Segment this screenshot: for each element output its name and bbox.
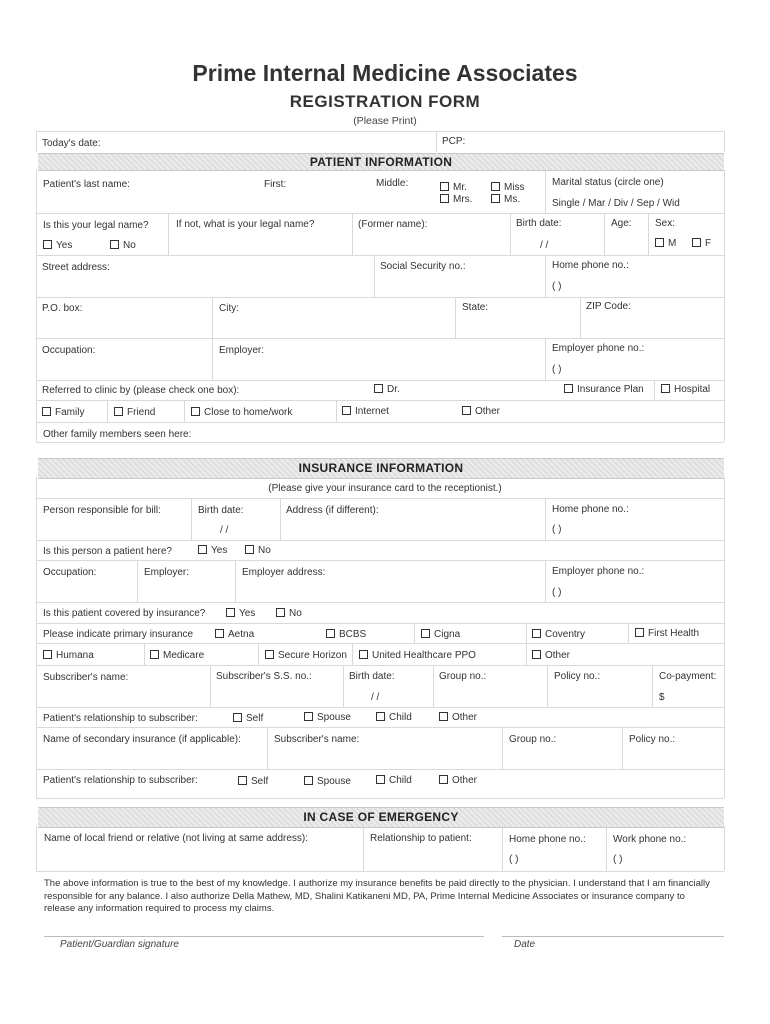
primary-insurance-label: Please indicate primary insurance	[43, 629, 194, 640]
pcp-label: PCP:	[442, 136, 466, 147]
employer-phone-label: Employer phone no.:	[552, 343, 645, 354]
please-print-note: (Please Print)	[353, 115, 417, 127]
checkbox[interactable]	[440, 194, 449, 203]
former-name-label: (Former name):	[358, 219, 428, 230]
referral-hospital-option[interactable]: Hospital	[661, 384, 710, 395]
responsible-address-label: Address (if different):	[286, 505, 379, 516]
insurance-cigna-option[interactable]: Cigna	[421, 629, 460, 640]
responsible-employer-phone-label: Employer phone no.:	[552, 566, 645, 577]
checkbox[interactable]	[215, 629, 224, 638]
checkbox[interactable]	[114, 407, 123, 416]
secondary-relationship-spouse-option[interactable]: Spouse	[304, 776, 351, 787]
emergency-home-phone-label: Home phone no.:	[509, 834, 586, 845]
title-ms-option[interactable]: Ms.	[491, 194, 520, 205]
insurance-card-note: (Please give your insurance card to the receptionist.)	[268, 483, 502, 494]
checkbox[interactable]	[359, 650, 368, 659]
date-label: Date	[514, 939, 536, 950]
legal-name-label: If not, what is your legal name?	[176, 219, 315, 230]
insurance-bcbs-option[interactable]: BCBS	[326, 629, 366, 640]
ssn-label: Social Security no.:	[380, 261, 466, 272]
sex-label: Sex:	[655, 218, 676, 229]
employer-phone-parens[interactable]: ( )	[552, 364, 562, 375]
is-patient-question: Is this person a patient here?	[43, 546, 172, 557]
checkbox[interactable]	[655, 238, 664, 247]
insurance-first-health-option[interactable]: First Health	[635, 628, 699, 639]
zip-code-label: ZIP Code:	[586, 301, 631, 312]
checkbox[interactable]	[564, 384, 573, 393]
checkbox[interactable]	[635, 628, 644, 637]
insurance-aetna-option[interactable]: Aetna	[215, 629, 254, 640]
responsible-employer-phone-parens[interactable]: ( )	[552, 587, 562, 598]
checkbox[interactable]	[191, 407, 200, 416]
insurance-other-option[interactable]: Other	[532, 650, 570, 661]
title-miss-option[interactable]: Miss	[491, 182, 525, 193]
referral-close-option[interactable]: Close to home/work	[191, 407, 292, 418]
checkbox[interactable]	[198, 545, 207, 554]
po-box-label: P.O. box:	[42, 303, 83, 314]
referral-insurance-plan-option[interactable]: Insurance Plan	[564, 384, 644, 395]
age-label: Age:	[611, 218, 632, 229]
employer-label: Employer:	[219, 345, 265, 356]
checkbox[interactable]	[376, 712, 385, 721]
checkbox[interactable]	[326, 629, 335, 638]
checkbox[interactable]	[43, 240, 52, 249]
checkbox[interactable]	[439, 775, 448, 784]
checkbox[interactable]	[462, 406, 471, 415]
first-name-label: First:	[264, 179, 287, 190]
emergency-work-phone-label: Work phone no.:	[613, 834, 687, 845]
sex-m-option[interactable]: M	[655, 238, 676, 249]
checkbox[interactable]	[304, 712, 313, 721]
emergency-relationship-label: Relationship to patient:	[370, 833, 472, 844]
checkbox[interactable]	[532, 629, 541, 638]
copayment-dollar[interactable]: $	[659, 692, 665, 703]
legal-name-question: Is this your legal name?	[43, 220, 149, 231]
last-name-label: Patient's last name:	[43, 179, 130, 190]
policy-no-label: Policy no.:	[554, 671, 601, 682]
checkbox[interactable]	[150, 650, 159, 659]
checkbox[interactable]	[110, 240, 119, 249]
home-phone-parens[interactable]: ( )	[552, 281, 562, 292]
checkbox[interactable]	[376, 775, 385, 784]
checkbox[interactable]	[342, 406, 351, 415]
checkbox[interactable]	[491, 182, 500, 191]
secondary-subscriber-name-label: Subscriber's name:	[274, 734, 360, 745]
marital-status-label: Marital status (circle one)	[552, 177, 664, 188]
responsible-employer-address-label: Employer address:	[242, 567, 326, 578]
street-address-label: Street address:	[42, 262, 110, 273]
local-contact-label: Name of local friend or relative (not living at same address):	[44, 833, 309, 844]
relationship-self-option[interactable]: Self	[233, 713, 263, 724]
secondary-relationship-label: Patient's relationship to subscriber:	[43, 775, 198, 786]
checkbox[interactable]	[43, 650, 52, 659]
covered-no-option[interactable]: No	[276, 608, 302, 619]
checkbox[interactable]	[661, 384, 670, 393]
secondary-relationship-self-option[interactable]: Self	[238, 776, 268, 787]
referral-other-option[interactable]: Other	[462, 406, 500, 417]
subscriber-ss-label: Subscriber's S.S. no.:	[216, 671, 312, 682]
covered-question: Is this patient covered by insurance?	[43, 608, 206, 619]
insurance-medicare-option[interactable]: Medicare	[150, 650, 204, 661]
responsible-occupation-label: Occupation:	[43, 567, 97, 578]
sex-f-option[interactable]: F	[692, 238, 711, 249]
relationship-child-option[interactable]: Child	[376, 712, 412, 723]
checkbox[interactable]	[42, 407, 51, 416]
patient-info-heading: PATIENT INFORMATION	[38, 153, 724, 171]
checkbox[interactable]	[238, 776, 247, 785]
copayment-label: Co-payment:	[659, 671, 717, 682]
group-no-label: Group no.:	[439, 671, 487, 682]
emergency-home-phone-parens[interactable]: ( )	[509, 854, 519, 865]
occupation-label: Occupation:	[42, 345, 96, 356]
relationship-label: Patient's relationship to subscriber:	[43, 713, 198, 724]
legal-no-option[interactable]: No	[110, 240, 136, 251]
signature-label: Patient/Guardian signature	[60, 939, 179, 950]
responsible-employer-label: Employer:	[144, 567, 190, 578]
responsible-home-phone-parens[interactable]: ( )	[552, 524, 562, 535]
checkbox[interactable]	[226, 608, 235, 617]
insurance-coventry-option[interactable]: Coventry	[532, 629, 585, 640]
checkbox[interactable]	[304, 776, 313, 785]
checkbox[interactable]	[440, 182, 449, 191]
checkbox[interactable]	[265, 650, 274, 659]
subscriber-birth-date-label: Birth date:	[349, 671, 395, 682]
referral-family-option[interactable]: Family	[42, 407, 84, 418]
emergency-heading: IN CASE OF EMERGENCY	[38, 807, 724, 828]
middle-name-label: Middle:	[376, 178, 409, 189]
relationship-other-option[interactable]: Other	[439, 712, 477, 723]
checkbox[interactable]	[692, 238, 701, 247]
relationship-spouse-option[interactable]: Spouse	[304, 712, 351, 723]
checkbox[interactable]	[374, 384, 383, 393]
insurance-info-heading: INSURANCE INFORMATION	[38, 458, 724, 479]
checkbox[interactable]	[276, 608, 285, 617]
checkbox[interactable]	[439, 712, 448, 721]
home-phone-label: Home phone no.:	[552, 260, 629, 271]
checkbox[interactable]	[233, 713, 242, 722]
form-title: REGISTRATION FORM	[289, 92, 481, 111]
referral-internet-option[interactable]: Internet	[342, 406, 389, 417]
checkbox[interactable]	[245, 545, 254, 554]
todays-date-label: Today's date:	[42, 138, 101, 149]
insurance-humana-option[interactable]: Humana	[43, 650, 94, 661]
checkbox[interactable]	[491, 194, 500, 203]
is-patient-yes-option[interactable]: Yes	[198, 545, 227, 556]
title-mr-option[interactable]: Mr.	[440, 182, 467, 193]
secondary-group-no-label: Group no.:	[509, 734, 557, 745]
secondary-relationship-other-option[interactable]: Other	[439, 775, 477, 786]
secondary-policy-no-label: Policy no.:	[629, 734, 676, 745]
marital-status-options[interactable]: Single / Mar / Div / Sep / Wid	[552, 198, 680, 209]
insurance-united-option[interactable]: United Healthcare PPO	[359, 650, 476, 661]
covered-yes-option[interactable]: Yes	[226, 608, 255, 619]
responsible-label: Person responsible for bill:	[43, 505, 161, 516]
is-patient-no-option[interactable]: No	[245, 545, 271, 556]
emergency-work-phone-parens[interactable]: ( )	[613, 854, 623, 865]
birth-date-slashes[interactable]: / /	[540, 240, 549, 251]
secondary-insurance-label: Name of secondary insurance (if applicable):	[43, 734, 241, 745]
other-family-label: Other family members seen here:	[43, 429, 192, 440]
state-label: State:	[462, 302, 489, 313]
form-org-title: Prime Internal Medicine Associates	[192, 60, 578, 86]
subscriber-birth-date-slashes[interactable]: / /	[371, 692, 380, 703]
insurance-secure-horizon-option[interactable]: Secure Horizon	[265, 650, 347, 661]
subscriber-name-label: Subscriber's name:	[43, 672, 129, 683]
responsible-birth-date-label: Birth date:	[198, 505, 244, 516]
secondary-relationship-child-option[interactable]: Child	[376, 775, 412, 786]
title-mrs-option[interactable]: Mrs.	[440, 194, 472, 205]
responsible-birth-date-slashes[interactable]: / /	[220, 525, 229, 536]
responsible-home-phone-label: Home phone no.:	[552, 504, 629, 515]
referral-friend-option[interactable]: Friend	[114, 407, 155, 418]
referral-dr-option[interactable]: Dr.	[374, 384, 400, 395]
checkbox[interactable]	[532, 650, 541, 659]
authorization-statement: The above information is true to the best of my knowledge. I authorize my insurance benefits be paid directly to the physician. I understand that I am financially responsible for any balance. I also authorize Della Mathew, MD, Shalini Katikaneni MD, PA, Prime Internal Medicine Associates or insurance company to release any information required to process my claims.	[44, 878, 710, 914]
legal-yes-option[interactable]: Yes	[43, 240, 72, 251]
checkbox[interactable]	[421, 629, 430, 638]
birth-date-label: Birth date:	[516, 218, 562, 229]
city-label: City:	[219, 303, 239, 314]
referred-label: Referred to clinic by (please check one box):	[42, 385, 240, 396]
